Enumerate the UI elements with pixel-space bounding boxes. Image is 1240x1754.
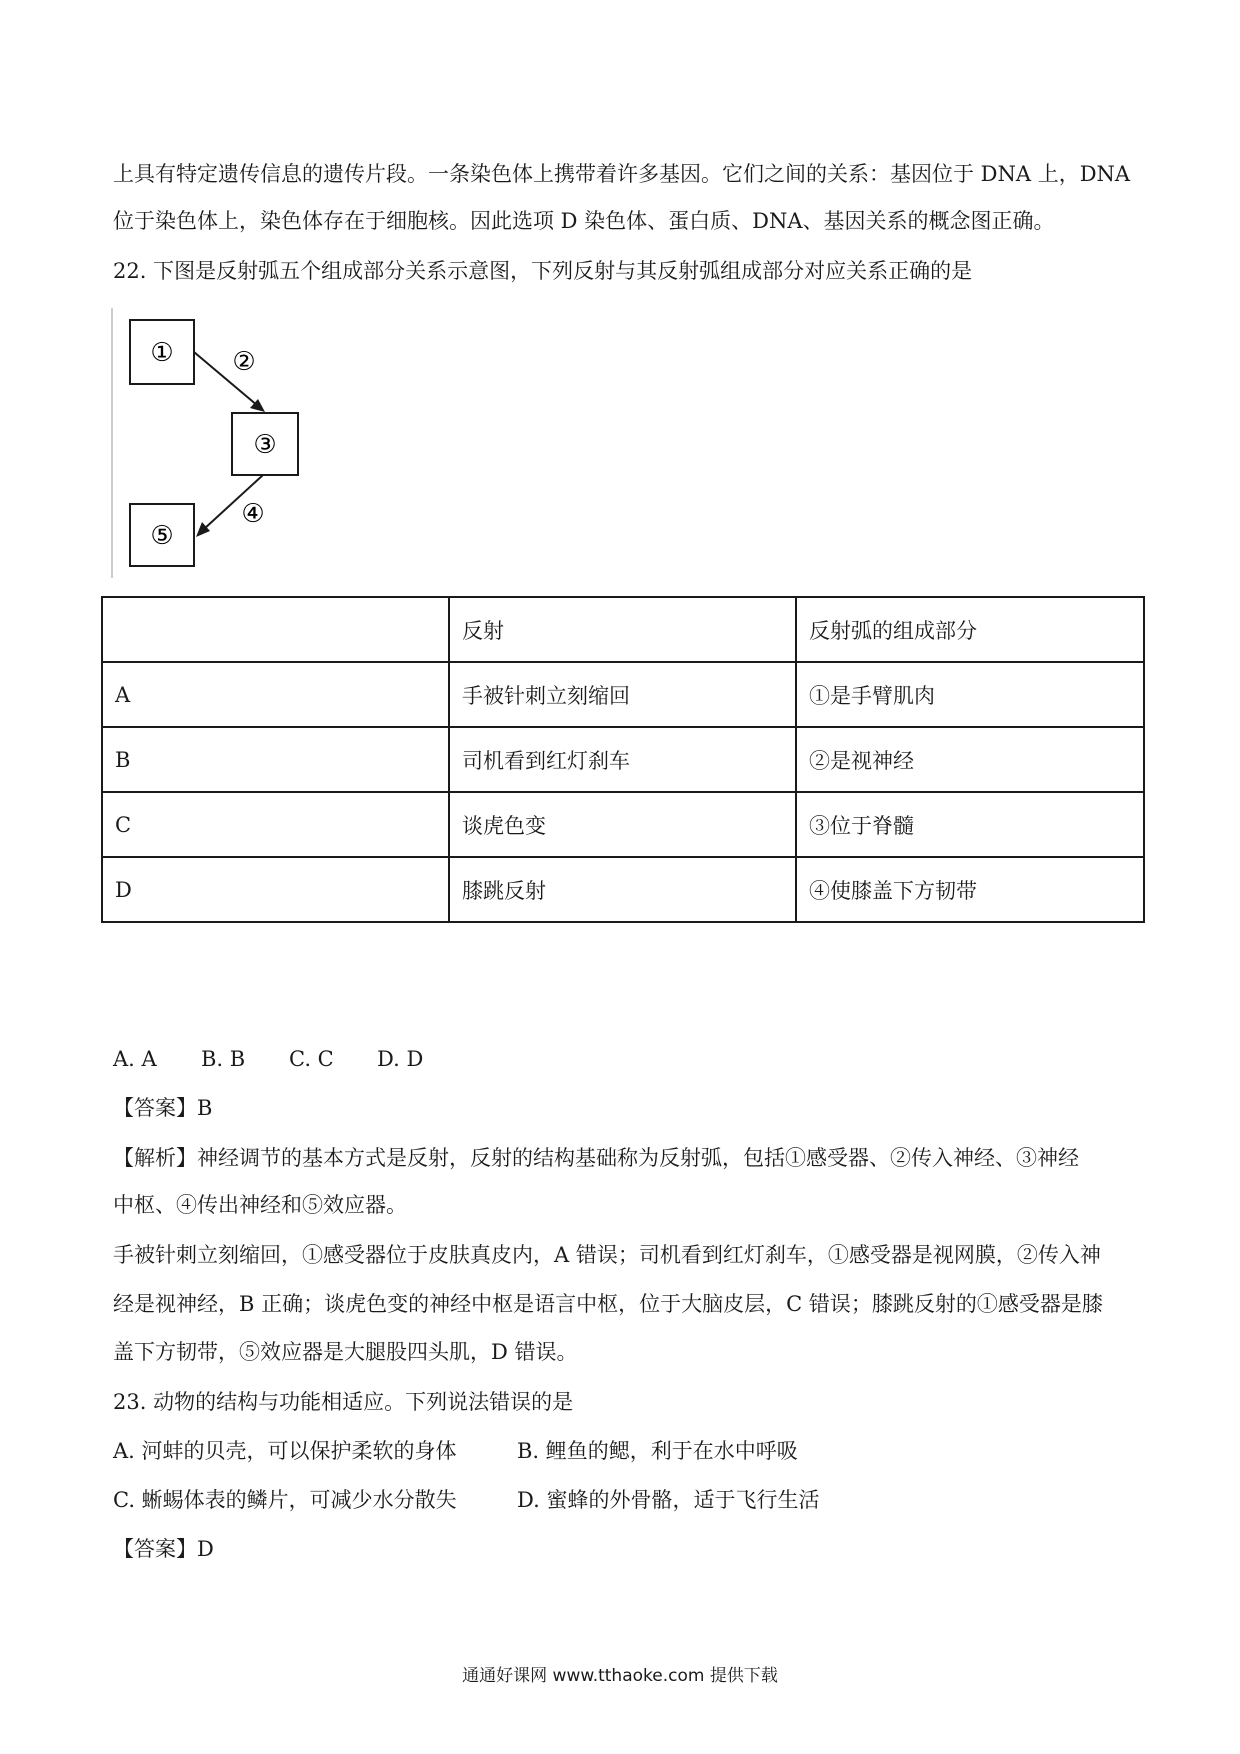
table-cell: D <box>102 857 449 922</box>
analysis-line: 经是视神经，B 正确；谈虎色变的神经中枢是语言中枢，位于大脑皮层，C 错误；膝跳反射的①感受器是膝 <box>113 1292 1103 1316</box>
option-c: C. 蜥蜴体表的鳞片，可减少水分散失 <box>113 1488 457 1512</box>
option-d: D. 蜜蜂的外骨骼，适于飞行生活 <box>517 1488 820 1512</box>
question-23-options-row <box>113 1437 798 1465</box>
option-b: B. B <box>201 1047 246 1071</box>
question-22-options <box>113 1045 423 1073</box>
analysis-line: 盖下方韧带，⑤效应器是大腿股四头肌，D 错误。 <box>113 1340 578 1364</box>
table-cell <box>102 597 449 662</box>
table-cell: 手被针刺立刻缩回 <box>449 662 796 727</box>
analysis-line: 手被针刺立刻缩回，①感受器位于皮肤真皮内，A 错误；司机看到红灯刹车，①感受器是视网膜，②传入神 <box>113 1243 1101 1267</box>
question-23-options-row <box>113 1486 819 1514</box>
table-row <box>102 727 1144 792</box>
reflex-arc-diagram <box>110 308 310 578</box>
diagram-label-5: ⑤ <box>150 521 174 551</box>
table-cell: A <box>102 662 449 727</box>
table-cell: 膝跳反射 <box>449 857 796 922</box>
text-line: 位于染色体上，染色体存在于细胞核。因此选项 D 染色体、蛋白质、DNA、基因关系的概念图正确。 <box>113 209 1055 233</box>
option-b: B. 鲤鱼的鳃，利于在水中呼吸 <box>517 1439 798 1463</box>
table-row <box>102 792 1144 857</box>
analysis-line: 【解析】神经调节的基本方式是反射，反射的结构基础称为反射弧，包括①感受器、②传入神经、③神经 <box>113 1146 1079 1170</box>
table-cell: 谈虎色变 <box>449 792 796 857</box>
option-a: A. 河蚌的贝壳，可以保护柔软的身体 <box>113 1439 457 1463</box>
table-cell: ④使膝盖下方韧带 <box>796 857 1144 922</box>
table-cell: B <box>102 727 449 792</box>
table-cell: 反射 <box>449 597 796 662</box>
question-22-stem: 22. 下图是反射弧五个组成部分关系示意图，下列反射与其反射弧组成部分对应关系正确的是 <box>113 259 973 283</box>
table-header-row <box>102 597 1144 662</box>
page-footer: 通通好课网 www.tthaoke.com 提供下载 <box>462 1666 778 1686</box>
question-23-stem: 23. 动物的结构与功能相适应。下列说法错误的是 <box>113 1390 574 1414</box>
diagram-label-3: ③ <box>253 430 277 460</box>
diagram-label-1: ① <box>150 338 174 368</box>
table-cell: ①是手臂肌肉 <box>796 662 1144 727</box>
question-23-answer: 【答案】D <box>113 1537 214 1561</box>
option-d: D. D <box>377 1047 424 1071</box>
table-cell: C <box>102 792 449 857</box>
table-cell: ②是视神经 <box>796 727 1144 792</box>
option-a: A. A <box>113 1047 157 1071</box>
reflex-table <box>101 596 1145 923</box>
diagram-label-4: ④ <box>241 499 265 529</box>
table-cell: 司机看到红灯刹车 <box>449 727 796 792</box>
table-row <box>102 662 1144 727</box>
option-c: C. C <box>289 1047 334 1071</box>
table-row <box>102 857 1144 922</box>
table-cell: 反射弧的组成部分 <box>796 597 1144 662</box>
table-cell: ③位于脊髓 <box>796 792 1144 857</box>
analysis-line: 中枢、④传出神经和⑤效应器。 <box>113 1193 407 1217</box>
diagram-label-2: ② <box>232 347 256 377</box>
question-22-answer: 【答案】B <box>113 1096 213 1120</box>
text-line: 上具有特定遗传信息的遗传片段。一条染色体上携带着许多基因。它们之间的关系：基因位于 DNA 上，DNA <box>113 162 1131 186</box>
